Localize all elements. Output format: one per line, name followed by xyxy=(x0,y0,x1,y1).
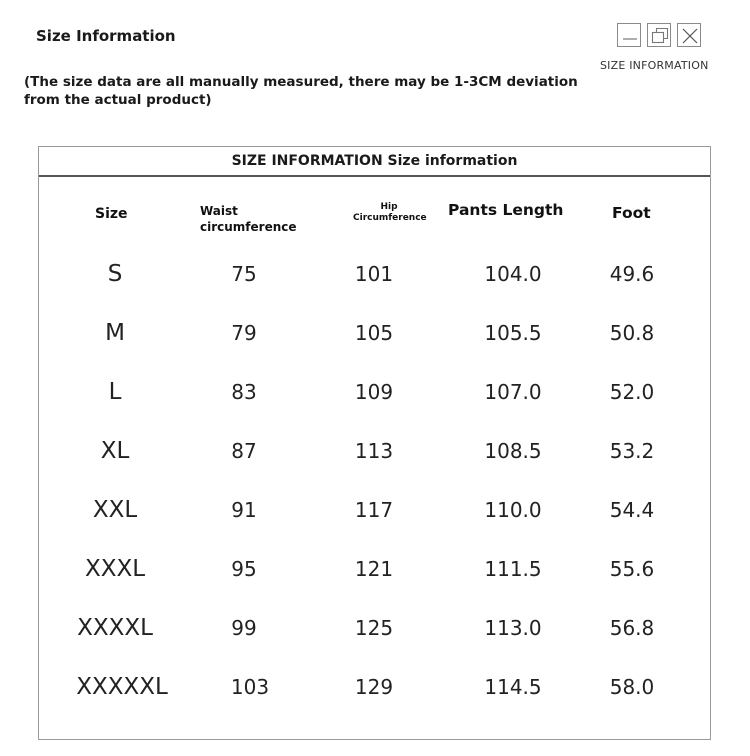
header-pants-length: Pants Length xyxy=(448,201,564,219)
cell-hip: 109 xyxy=(354,380,394,404)
page-title: Size Information xyxy=(36,27,176,45)
cell-waist: 83 xyxy=(231,380,257,404)
cell-pants-length: 107.0 xyxy=(484,380,542,404)
cell-waist: 75 xyxy=(231,262,257,286)
window-controls-label: SIZE INFORMATION xyxy=(600,59,709,72)
table-row xyxy=(39,313,710,353)
header-waist: Waist circumference xyxy=(200,204,297,234)
cell-size: XXXL xyxy=(84,556,146,582)
header-hip-line2: Circumference xyxy=(353,213,427,223)
measurement-note: (The size data are all manually measured, there may be 1-3CM deviation from the actual product) xyxy=(24,74,578,108)
restore-button[interactable] xyxy=(647,23,671,47)
header-foot: Foot xyxy=(612,204,651,222)
close-button[interactable] xyxy=(677,23,701,47)
header-hip xyxy=(353,202,425,224)
cell-foot: 54.4 xyxy=(609,498,655,522)
cell-hip: 105 xyxy=(354,321,394,345)
cell-size: XXXXL xyxy=(77,615,153,641)
cell-waist: 99 xyxy=(231,616,257,640)
cell-hip: 121 xyxy=(354,557,394,581)
cell-pants-length: 113.0 xyxy=(484,616,542,640)
cell-pants-length: 105.5 xyxy=(484,321,542,345)
cell-hip: 125 xyxy=(354,616,394,640)
cell-size: M xyxy=(105,320,125,346)
cell-foot: 52.0 xyxy=(609,380,655,404)
cell-foot: 50.8 xyxy=(609,321,655,345)
restore-icon xyxy=(648,24,672,48)
cell-hip: 129 xyxy=(354,675,394,699)
cell-hip: 117 xyxy=(354,498,394,522)
cell-foot: 53.2 xyxy=(609,439,655,463)
cell-size: XL xyxy=(100,438,130,464)
cell-pants-length: 108.5 xyxy=(484,439,542,463)
cell-hip: 113 xyxy=(354,439,394,463)
cell-pants-length: 114.5 xyxy=(484,675,542,699)
header-hip-line1: Hip xyxy=(380,202,398,212)
cell-hip: 101 xyxy=(354,262,394,286)
cell-waist: 87 xyxy=(231,439,257,463)
cell-waist: 91 xyxy=(231,498,257,522)
cell-waist: 103 xyxy=(230,675,270,699)
table-row xyxy=(39,254,710,294)
cell-pants-length: 110.0 xyxy=(484,498,542,522)
minimize-icon xyxy=(618,24,642,48)
table-row xyxy=(39,431,710,471)
cell-size: L xyxy=(108,379,122,405)
cell-size: XXL xyxy=(92,497,138,523)
cell-foot: 58.0 xyxy=(609,675,655,699)
cell-foot: 55.6 xyxy=(609,557,655,581)
cell-size: S xyxy=(107,261,123,287)
cell-foot: 56.8 xyxy=(609,616,655,640)
table-row xyxy=(39,608,710,648)
table-row xyxy=(39,490,710,530)
table-row xyxy=(39,667,710,707)
header-size: Size xyxy=(95,206,128,222)
cell-pants-length: 111.5 xyxy=(484,557,542,581)
close-icon xyxy=(678,24,702,48)
window-controls xyxy=(617,23,701,47)
cell-waist: 79 xyxy=(231,321,257,345)
minimize-button[interactable] xyxy=(617,23,641,47)
table-row xyxy=(39,372,710,412)
table-title: SIZE INFORMATION Size information xyxy=(39,147,710,177)
size-table xyxy=(38,146,711,740)
cell-waist: 95 xyxy=(231,557,257,581)
cell-pants-length: 104.0 xyxy=(484,262,542,286)
cell-foot: 49.6 xyxy=(609,262,655,286)
cell-size: XXXXXL xyxy=(76,674,168,700)
table-row xyxy=(39,549,710,589)
